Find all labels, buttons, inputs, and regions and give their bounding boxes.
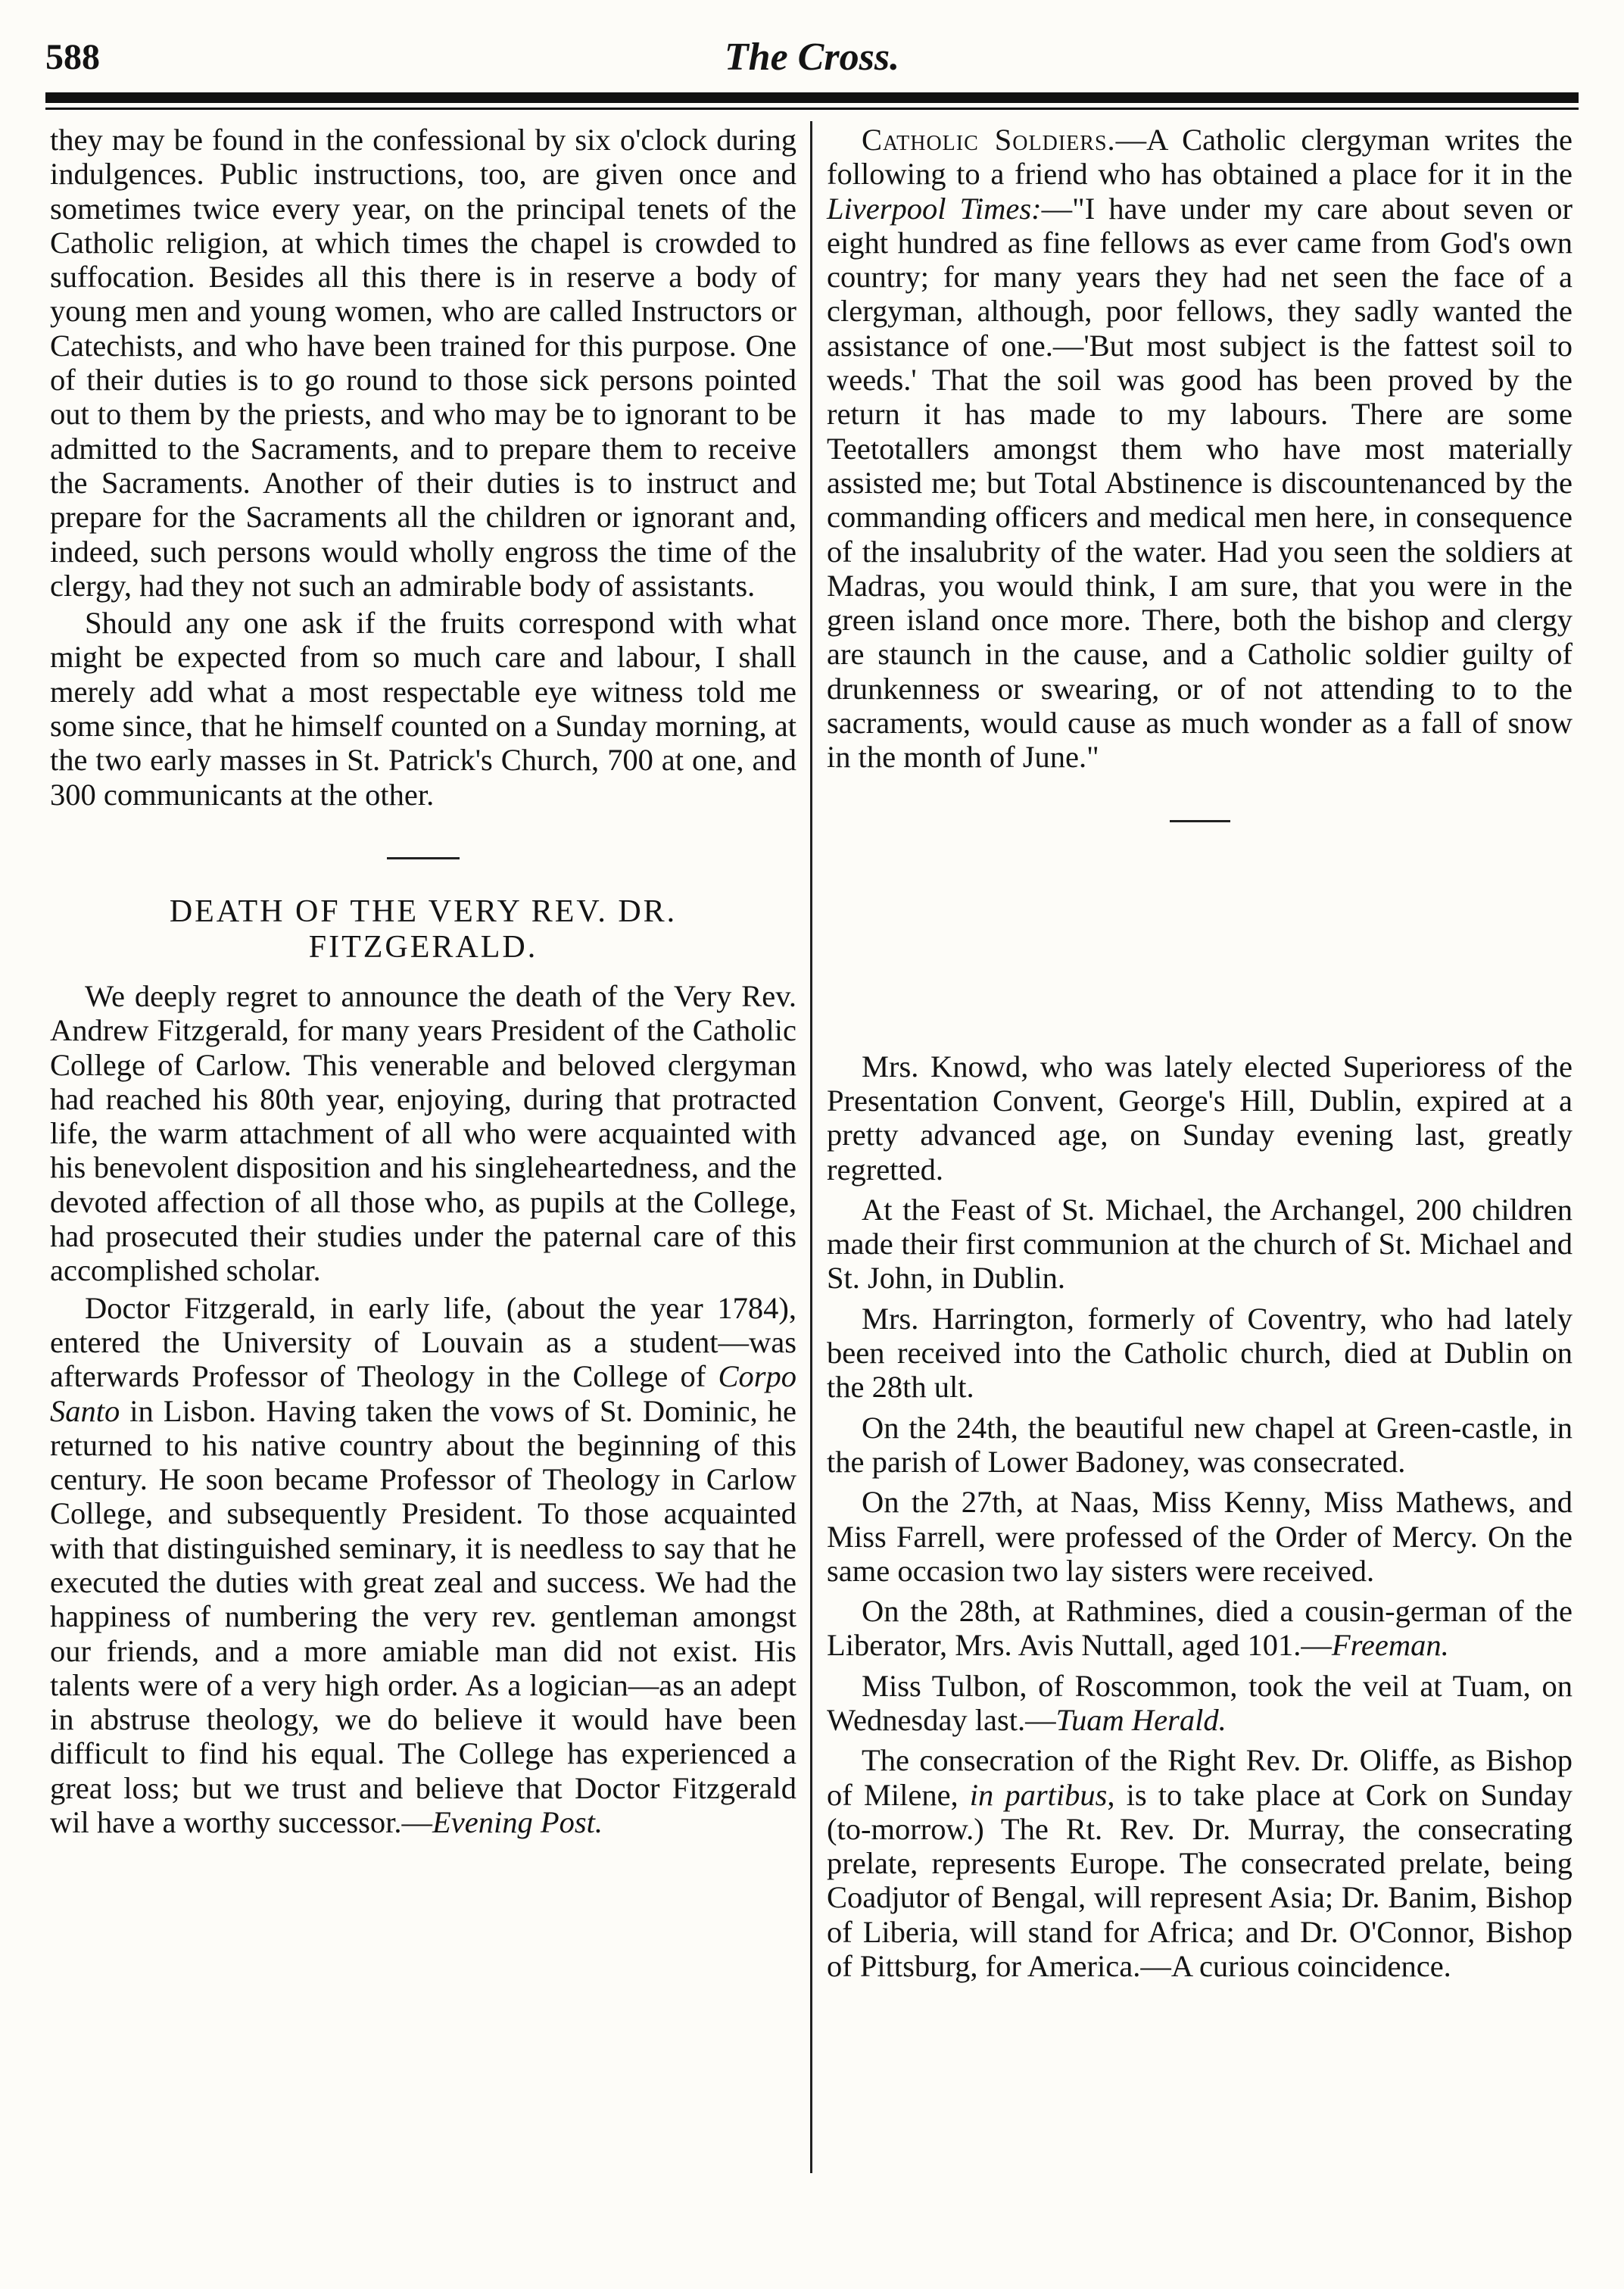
text-run: Miss Tulbon, of Roscommon, took the veil at Tuam, on Wednesday last.— (827, 1668, 1573, 1737)
news-item: Mrs. Harrington, formerly of Coventry, who had lately been received into the Catholic church, died at Dublin on the 28th ult. (827, 1301, 1573, 1405)
text-run: —A Catholic clergyman writes the following to a friend who has obtained a place for it in the (827, 123, 1573, 192)
news-item: On the 24th, the beautiful new chapel at Green-castle, in the parish of Lower Badoney, was consecrated. (827, 1410, 1573, 1479)
header-rule-thick (45, 92, 1579, 103)
text-run: On the 28th, at Rathmines, died a cousin-german of the Liberator, Mrs. Avis Nuttall, aged 101.— (827, 1594, 1573, 1663)
news-item (827, 1594, 1573, 1663)
article-separator (1170, 820, 1230, 822)
text-run: The consecration of the Right Rev. Dr. Oliffe, as Bishop of Milene, (827, 1743, 1573, 1812)
italic-text: Liverpool Times: (827, 191, 1042, 226)
right-column (827, 123, 1573, 1989)
article-title: DEATH OF THE VERY REV. DR. FITZGERALD. (169, 893, 678, 965)
news-item (827, 1669, 1573, 1738)
source-credit: Evening Post. (432, 1805, 603, 1840)
text-run: in Lisbon. Having taken the vows of St. Dominic, he returned to his native country about the beginning of this century. He soon became Professor of Theology in Carlow College, and subsequently President. To those acquainted with that distinguished seminary, it is needless to say that he executed the duties with great zeal and success. We had the happiness of numbering the very rev. gentleman amongst our friends, and a more amiable man did not exist. His talents were of a very high order. As a logician—as an adept in abstruse theology, we do believe it would have been difficult to find his equal. The College has experienced a great loss; but we trust and believe that Doctor Fitzgerald wil have a worthy successor.— (50, 1393, 796, 1840)
article-separator (387, 857, 460, 859)
news-item: Mrs. Knowd, who was lately elected Superioress of the Presentation Convent, George's Hill, Dublin, expired at a pretty advanced age, on Sunday evening last, greatly regretted. (827, 1049, 1573, 1187)
article-paragraph (50, 1291, 796, 1840)
text-run: Doctor Fitzgerald, in early life, (about the year 1784), entered the University of Louvain as a student—was afterwards Professor of Theology in the College of (50, 1290, 796, 1394)
lead-in: Catholic Soldiers. (862, 123, 1116, 157)
running-head: The Cross. (724, 36, 900, 79)
text-run: , is to take place at Cork on Sunday (to-morrow.) The Rt. Rev. Dr. Murray, the consecrating prelate, represents Europe. The consecrated prelate, being Coadjutor of Bengal, will represent Asia; Dr. Banim, Bishop of Liberia, will stand for Africa; and Dr. O'Connor, Bishop of Pittsburg, for America.—A curious coincidence. (827, 1777, 1573, 1984)
news-item (827, 1743, 1573, 1983)
source-credit: Freeman. (1331, 1628, 1449, 1663)
text-run: —"I have under my care about seven or eight hundred as fine fellows as ever came from God's own country; for many years they had net seen the face of a clergyman, although, poor fellows, they sadly wanted the assistance of one.—'But most subject is the fattest soil to weeds.' That the soil was good has been proved by the return it has made to my labours. There are some Teetotallers amongst them who have most materially assisted me; but Total Abstinence is discountenanced by the commanding officers and medical men here, in consequence of the insalubrity of the water. Had you seen the soldiers at Madras, you would think, I am sure, that you were in the green island once more. There, both the bishop and clergy are staunch in the cause, and a Catholic soldier guilty of drunkenness or swearing, or of not attending to to the sacraments, would cause as much wonder as a fall of snow in the month of June." (827, 191, 1573, 775)
continued-paragraph: they may be found in the confessional by six o'clock during indulgences. Public instructions, too, are given once and sometimes twice every year, on the principal tenets of the Catholic religion, at which times the chapel is crowded to suffocation. Besides all this there is in reserve a body of young men and young women, who are called Instructors or Catechists, and who have been trained for this purpose. One of their duties is to go round to those sick persons pointed out to them by the priests, and who may be to ignorant to be admitted to the Sacraments, and to prepare them to receive the Sacraments. Another of their duties is to instruct and prepare for the Sacraments all the children or ignorant and, indeed, such persons would wholly engross the time of the clergy, had they not such an admirable body of assistants. (50, 123, 796, 603)
italic-text: in partibus (969, 1777, 1108, 1812)
left-column (50, 123, 796, 1842)
page-header (45, 14, 1579, 89)
news-item: On the 27th, at Naas, Miss Kenny, Miss Mathews, and Miss Farrell, were professed of the Order of Mercy. On the same occasion two lay sisters were received. (827, 1485, 1573, 1588)
header-rule-thin (45, 108, 1579, 110)
news-item: At the Feast of St. Michael, the Archangel, 200 children made their first communion at the church of St. Michael and St. John, in Dublin. (827, 1192, 1573, 1296)
paragraph: Should any one ask if the fruits correspond with what might be expected from so much care and labour, I shall merely add what a most respectable eye witness told me some since, that he himself counted on a Sunday morning, at the two early masses in St. Patrick's Church, 700 at one, and 300 communicants at the other. (50, 606, 796, 812)
column-divider (810, 121, 812, 2173)
soldiers-paragraph (827, 123, 1573, 775)
page-number: 588 (45, 37, 100, 77)
article-paragraph: We deeply regret to announce the death of the Very Rev. Andrew Fitzgerald, for many years President of the Catholic College of Carlow. This venerable and beloved clergyman had reached his 80th year, enjoying, during that protracted life, the warm attachment of all who were acquainted with his benevolent disposition and his singleheartedness, and the devoted affection of all those who, as pupils at the College, had prosecuted their studies under the paternal care of this accomplished scholar. (50, 978, 796, 1288)
source-credit: Tuam Herald. (1055, 1702, 1227, 1737)
italic-text: Corpo Santo (50, 1359, 796, 1428)
